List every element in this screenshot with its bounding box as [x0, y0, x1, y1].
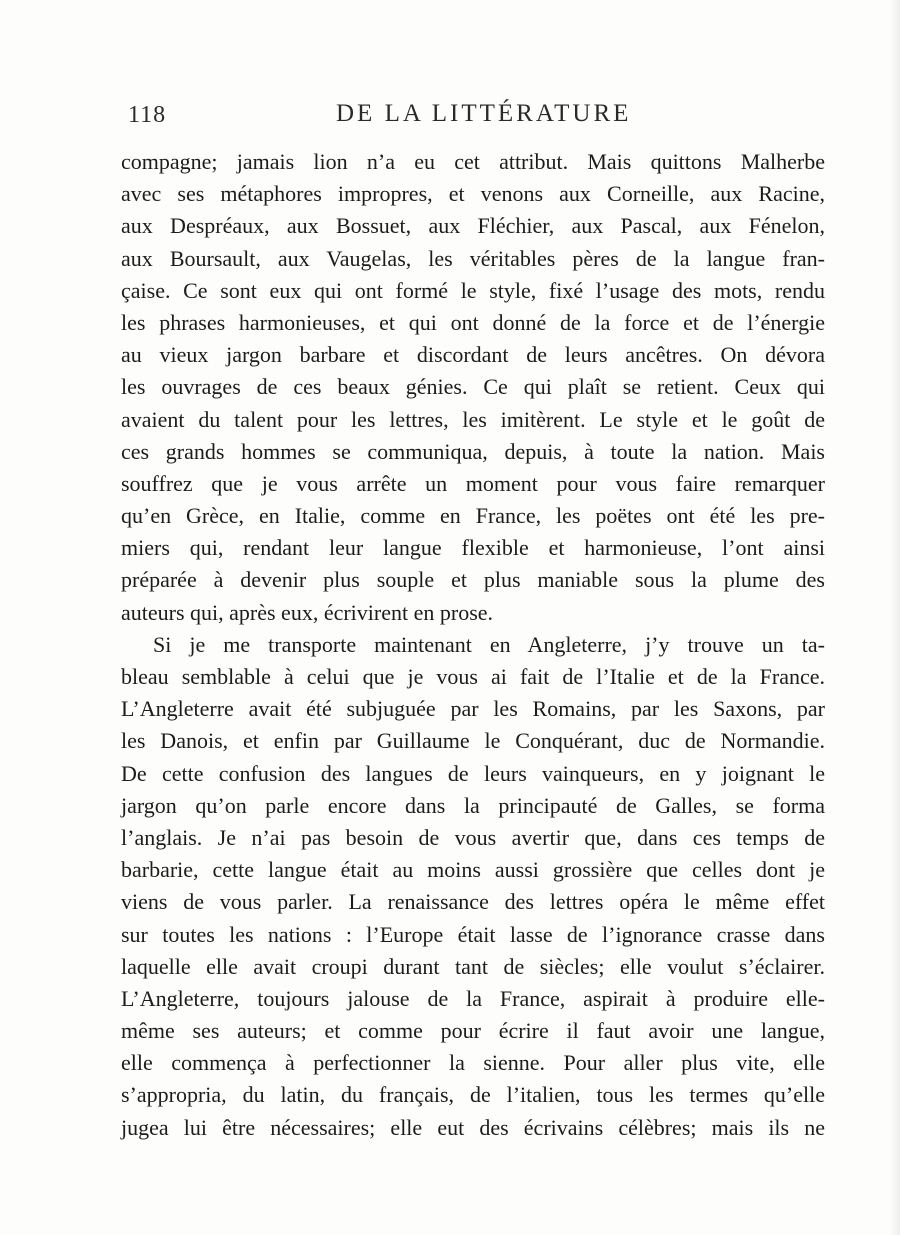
text-line: aux Boursault, aux Vaugelas, les véritables pères de la langue fran- [121, 245, 825, 271]
text-line: préparée à devenir plus souple et plus maniable sous la plume des [121, 567, 825, 593]
text-line: les phrases harmonieuses, et qui ont donné de la force et de l’énergie [121, 309, 825, 335]
text-line: L’Angleterre, toujours jalouse de la France, aspirait à produire elle- [121, 985, 825, 1011]
text-line: sur toutes les nations : l’Europe était lasse de l’ignorance crasse dans [121, 921, 825, 947]
text-line: jargon qu’on parle encore dans la principauté de Galles, se forma [121, 792, 825, 818]
text-line: qu’en Grèce, en Italie, comme en France, les poëtes ont été les pre- [121, 503, 825, 529]
text-line: l’anglais. Je n’ai pas besoin de vous avertir que, dans ces temps de [121, 824, 825, 850]
page-number: 118 [128, 102, 167, 128]
text-line: même ses auteurs; et comme pour écrire il faut avoir une langue, [121, 1018, 825, 1044]
text-line: jugea lui être nécessaires; elle eut des écrivains célèbres; mais ils ne [121, 1114, 825, 1140]
text-line: aux Despréaux, aux Bossuet, aux Fléchier, aux Pascal, aux Fénelon, [121, 213, 825, 239]
text-line: les ouvrages de ces beaux génies. Ce qui plaît se retient. Ceux qui [121, 374, 825, 400]
text-line: barbarie, cette langue était au moins aussi grossière que celles dont je [121, 857, 825, 883]
text-line: s’appropria, du latin, du français, de l’italien, tous les termes qu’elle [121, 1082, 825, 1108]
text-line: laquelle elle avait croupi durant tant de siècles; elle voulut s’éclairer. [121, 953, 825, 979]
text-line: L’Angleterre avait été subjuguée par les Romains, par les Saxons, par [121, 696, 825, 722]
text-line: avec ses métaphores impropres, et venons aux Corneille, aux Racine, [121, 181, 825, 207]
text-line: çaise. Ce sont eux qui ont formé le style, fixé l’usage des mots, rendu [121, 277, 825, 303]
text-line: elle commença à perfectionner la sienne. Pour aller plus vite, elle [121, 1050, 825, 1076]
text-line: avaient du talent pour les lettres, les imitèrent. Le style et le goût de [121, 406, 825, 432]
running-title: DE LA LITTÉRATURE [336, 100, 632, 127]
text-line: ces grands hommes se communiqua, depuis, à toute la nation. Mais [121, 438, 825, 464]
text-line: bleau semblable à celui que je vous ai fait de l’Italie et de la France. [121, 664, 825, 689]
text-line: Si je me transporte maintenant en Angleterre, j’y trouve un ta- [153, 631, 825, 657]
text-line: au vieux jargon barbare et discordant de leurs ancêtres. On dévora [121, 342, 825, 368]
text-line: les Danois, et enfin par Guillaume le Conquérant, duc de Normandie. [121, 728, 825, 754]
page-edge-shadow [890, 0, 900, 1235]
text-line: De cette confusion des langues de leurs vainqueurs, en y joignant le [121, 760, 825, 786]
paragraph-2 [121, 629, 825, 1144]
text-line: souffrez que je vous arrête un moment pour vous faire remarquer [121, 470, 825, 496]
paragraph-1 [121, 146, 825, 629]
running-head [120, 100, 820, 134]
body-text [121, 146, 825, 1144]
text-line: auteurs qui, après eux, écrivirent en prose. [121, 599, 494, 625]
text-line: miers qui, rendant leur langue flexible et harmonieuse, l’ont ainsi [121, 535, 825, 561]
text-line: viens de vous parler. La renaissance des lettres opéra le même effet [121, 889, 825, 915]
text-line: compagne; jamais lion n’a eu cet attribut. Mais quittons Malherbe [121, 149, 825, 174]
